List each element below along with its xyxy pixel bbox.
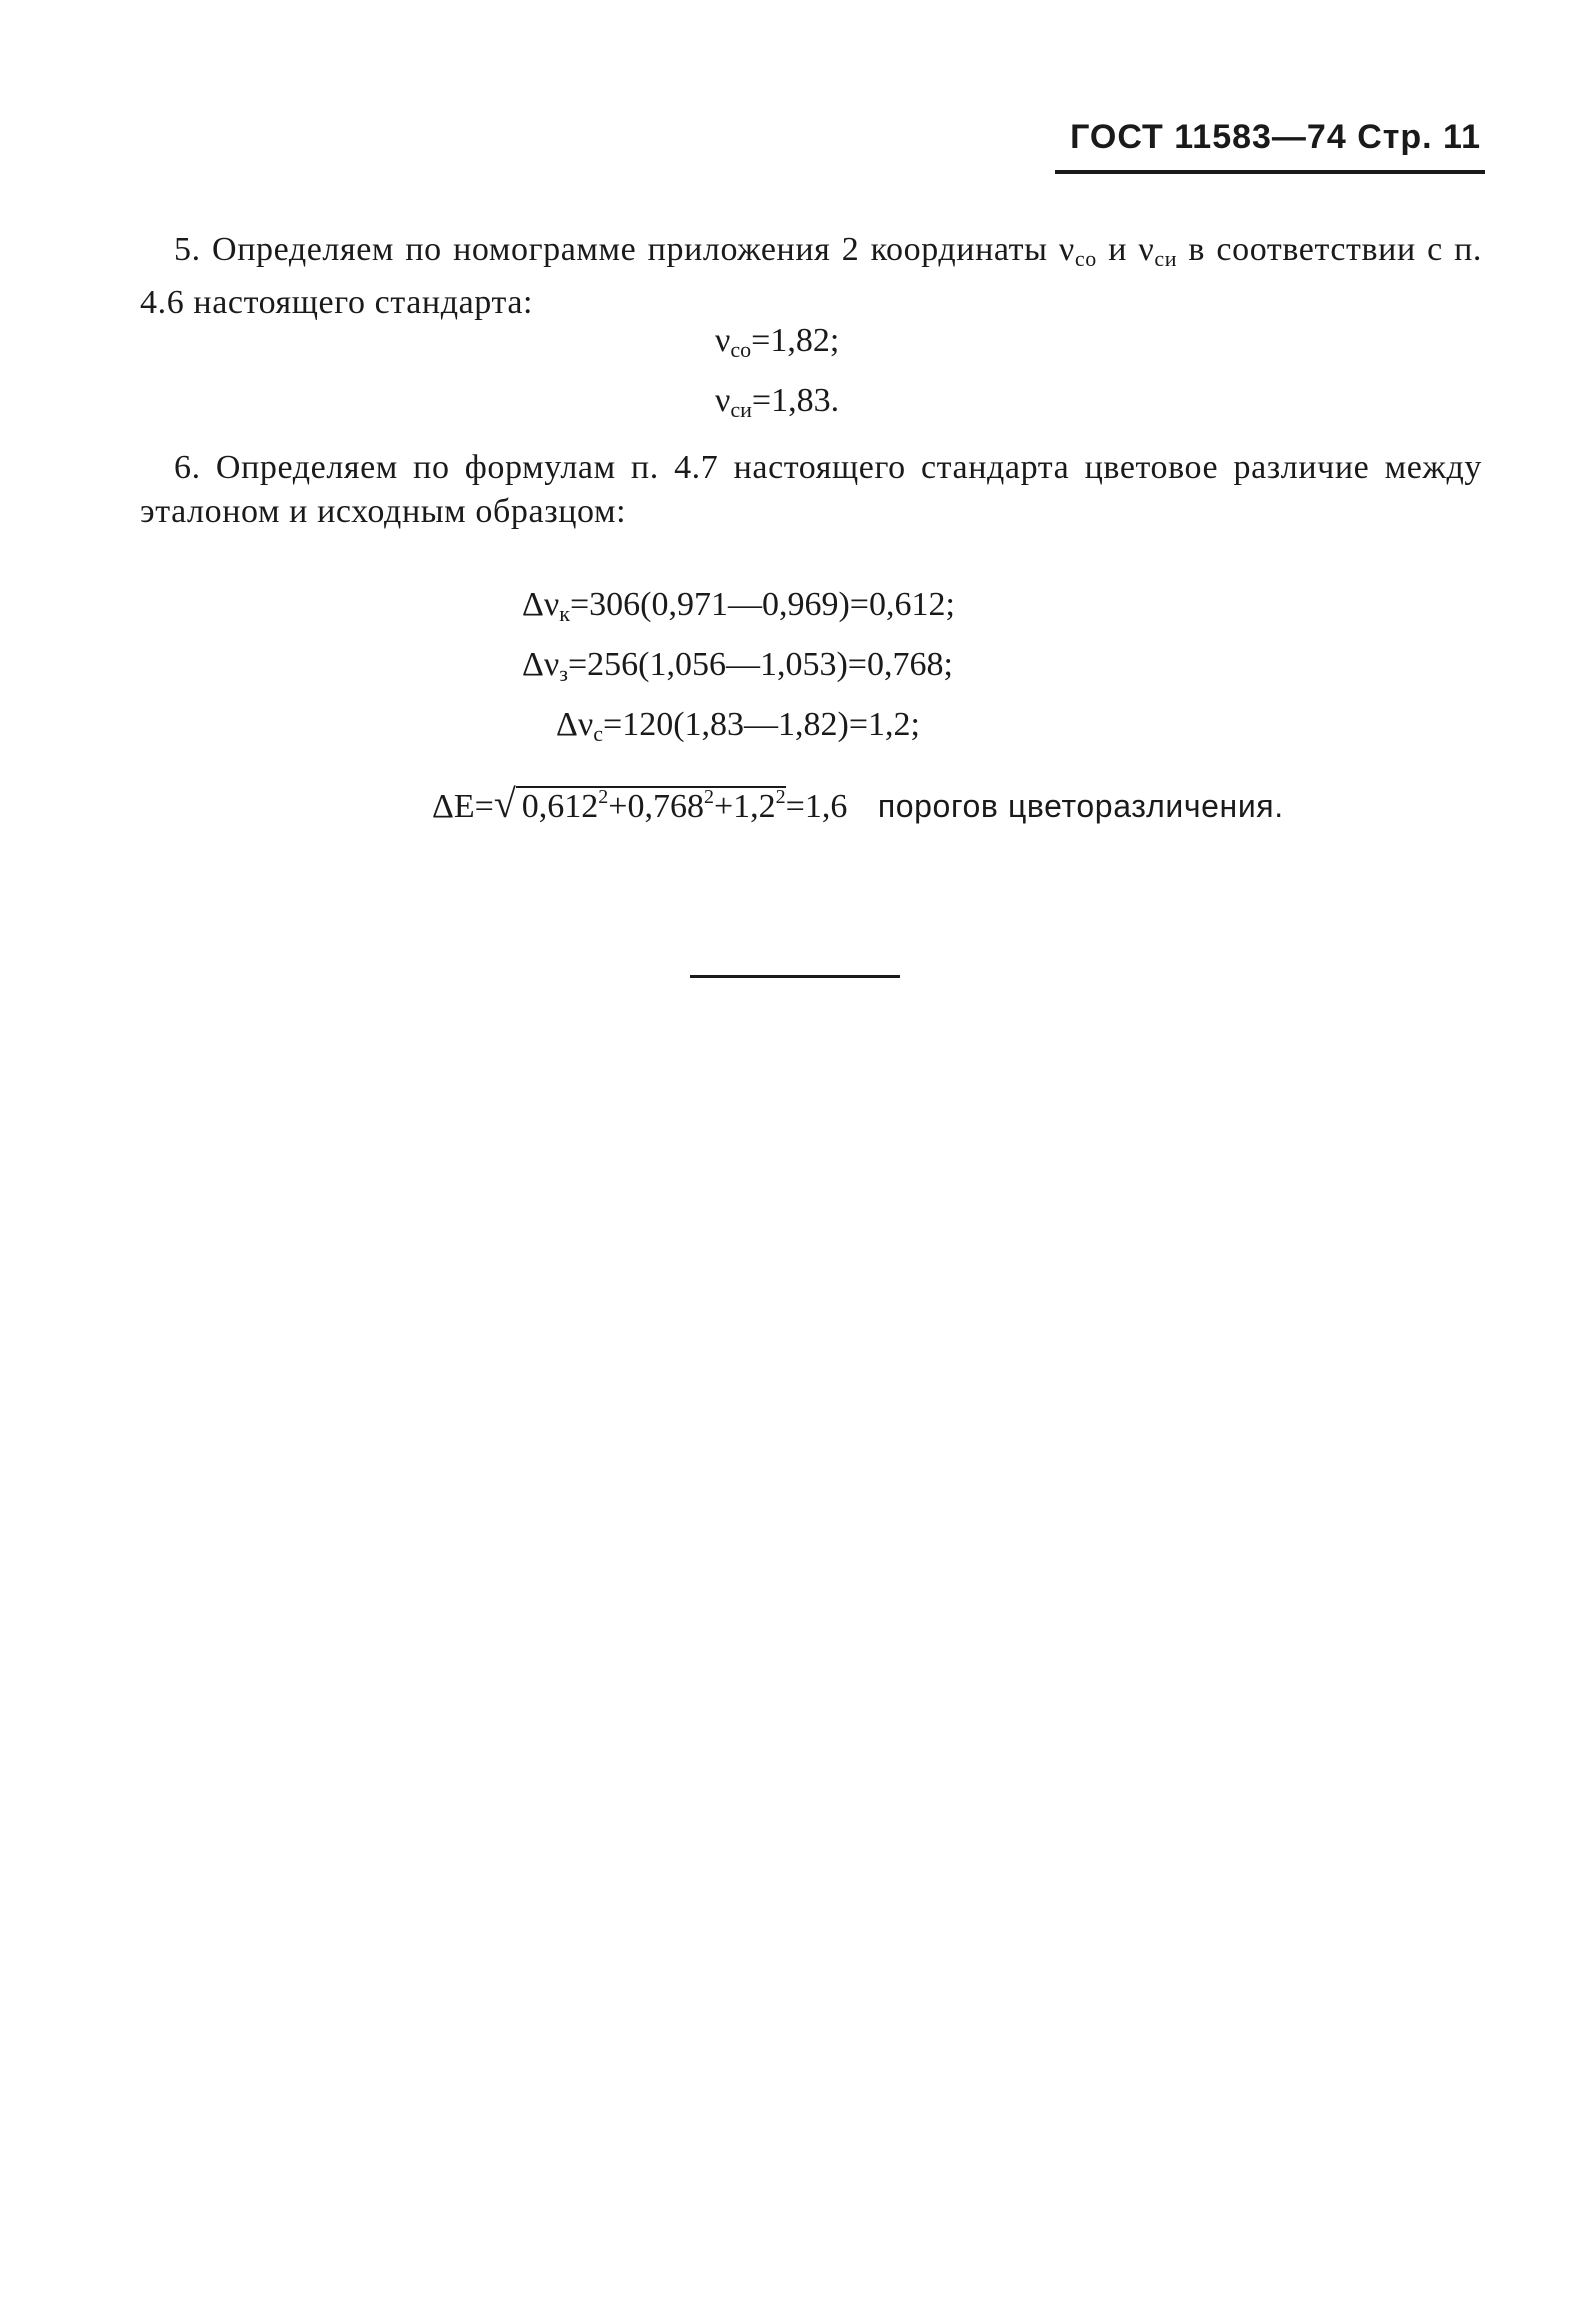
delta-e-result: =1,6: [785, 788, 848, 825]
paragraph-6-text: 6. Определяем по формулам п. 4.7 настоящего стандарта цветовое различие между эталоном и исходным образцом:: [140, 449, 1482, 530]
formula-sub: со: [730, 337, 752, 362]
exponent: 2: [598, 786, 609, 808]
p5-text-a: 5. Определяем по номограмме приложения 2 координаты ν: [174, 231, 1075, 268]
term: +0,768: [608, 788, 704, 825]
page-header: ГОСТ 11583—74 Стр. 11: [1070, 118, 1481, 156]
formula-rest: =1,83.: [751, 382, 840, 419]
p5-sub-b: си: [1154, 246, 1178, 271]
formula-nu-ci: [715, 382, 839, 423]
sqrt-sign: √: [493, 781, 516, 826]
formula-sub: к: [559, 601, 570, 626]
formula-sub: с: [593, 721, 604, 746]
formula-rest: =120(1,83—1,82)=1,2;: [603, 706, 920, 743]
formula-rest: =306(0,971—0,969)=0,612;: [569, 586, 955, 623]
sqrt-radicand: [516, 786, 786, 825]
formula-symbol: ν: [715, 382, 731, 419]
paragraph-5: [140, 228, 1482, 325]
formula-symbol: Δν: [522, 586, 560, 623]
term: 0,612: [521, 788, 599, 825]
term: +1,2: [713, 788, 776, 825]
formula-delta-nu-c: [556, 706, 920, 747]
delta-e-lhs: ΔE=: [432, 788, 494, 825]
exponent: 2: [775, 786, 786, 808]
p5-text-c: в соответствии с п. 4.6 настоящего стандарта:: [140, 231, 1483, 321]
formula-symbol: ν: [715, 322, 731, 359]
formula-sub: з: [559, 661, 568, 686]
p5-sub-a: со: [1074, 246, 1097, 271]
exponent: 2: [703, 786, 714, 808]
formula-rest: =1,82;: [751, 322, 840, 359]
p5-text-b: и ν: [1096, 231, 1155, 268]
formula-nu-co: [715, 322, 839, 363]
paragraph-6: [140, 446, 1482, 534]
formula-sub: си: [730, 397, 752, 422]
end-rule: [690, 975, 900, 978]
formula-delta-nu-k: [522, 586, 955, 627]
formula-symbol: Δν: [522, 646, 560, 683]
paragraph-5-text: [140, 228, 1482, 325]
formula-rest: =256(1,056—1,053)=0,768;: [567, 646, 953, 683]
formula-delta-e: [432, 780, 1284, 827]
header-rule: [1055, 170, 1485, 174]
formula-delta-nu-z: [522, 646, 953, 687]
delta-e-tail: порогов цветоразличения.: [877, 788, 1284, 824]
formula-symbol: Δν: [556, 706, 594, 743]
